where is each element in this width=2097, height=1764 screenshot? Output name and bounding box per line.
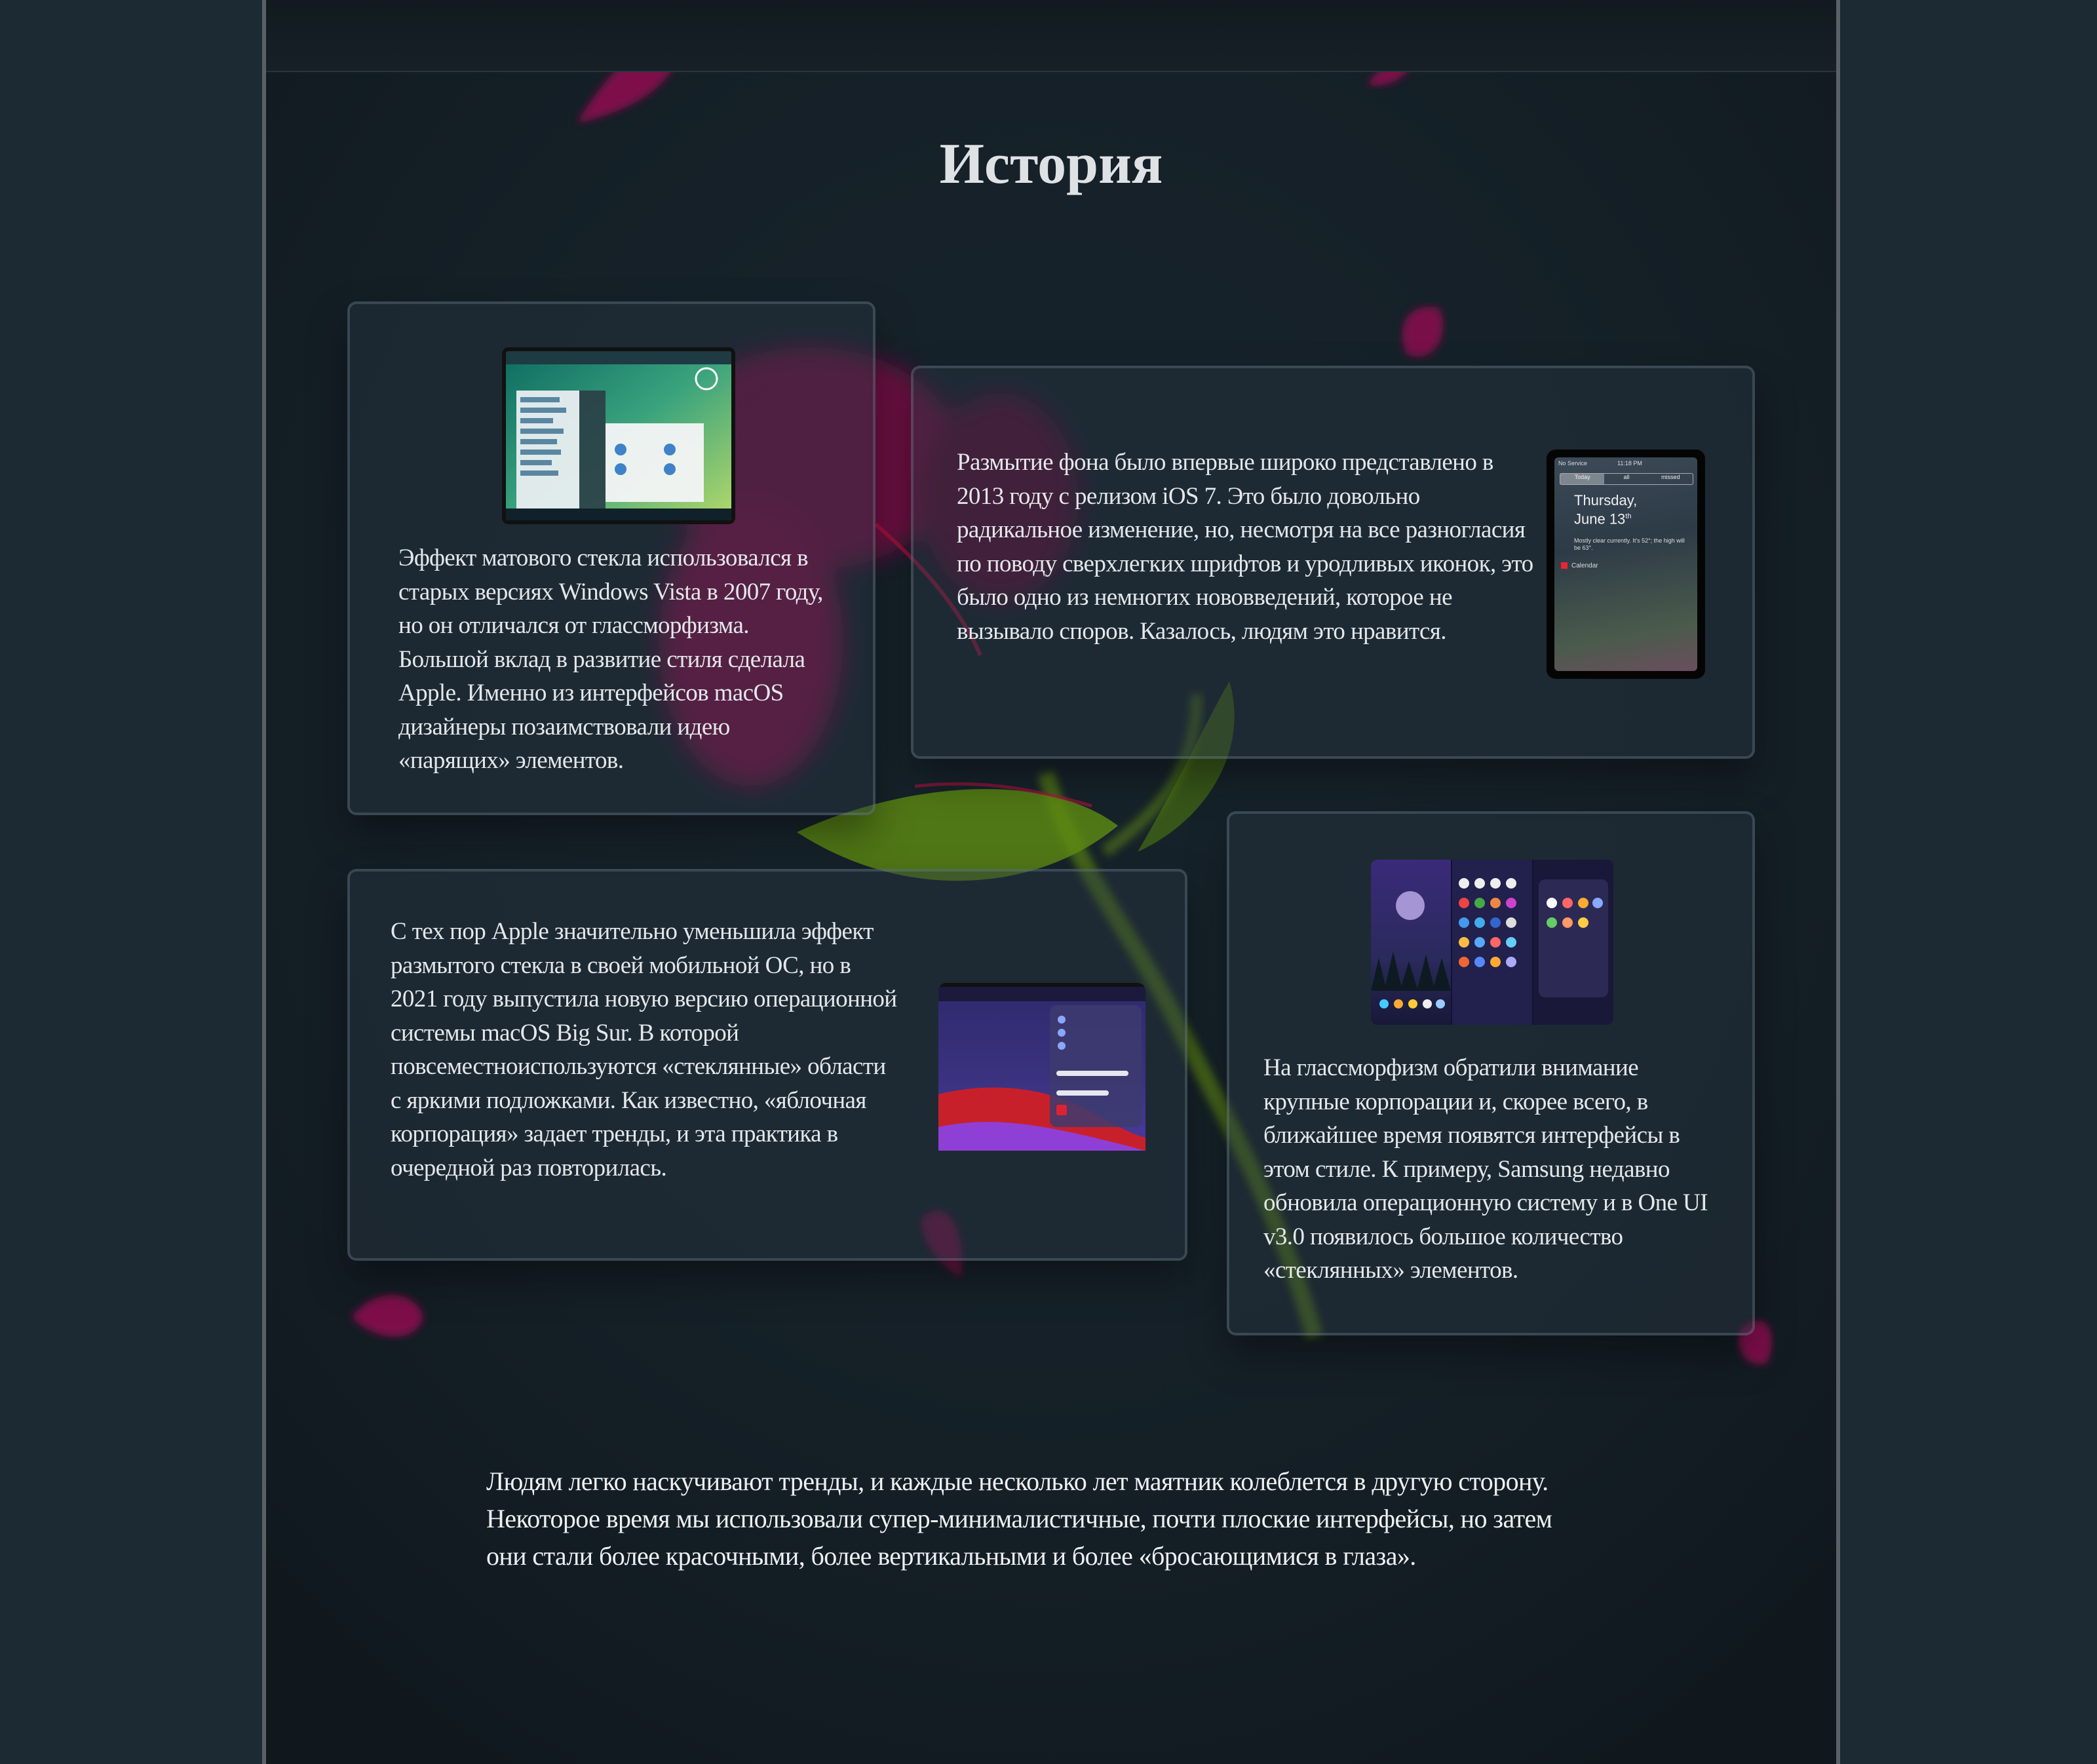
calendar-icon [1561,562,1568,569]
phone-tab-today: Today [1560,474,1604,484]
card-text: С тех пор Apple значительно уменьшила эффект размытого стекла в своей мобильной ОС, но в 2021 году выпустила новую версию операционной системы macOS Big Sur. В которой повсеместноиспользуются «стеклянные» области с яркими подложками. Как известно, «яблочная корпорация» задает тренды, и эта практика в очередной раз повторилась. [391,918,897,1181]
windows-vista-screenshot [502,347,735,524]
history-card-samsung-one-ui [1227,811,1755,1335]
phone-date: June 13 [1574,510,1626,527]
history-card-windows-vista [347,301,875,815]
samsung-one-ui-screens [1371,860,1613,1025]
card-text: На глассморфизм обратили внимание крупные корпорации и, скорее всего, в ближайшее время появятся интерфейсы в этом стиле. К примеру, Samsung недавно обновила операционную систему и в One UI v3.0 появилось большое количество «стеклянных» элементов. [1263,1054,1708,1284]
phone-tab-all: all [1623,474,1630,480]
phone-status-carrier: No Service [1558,460,1588,467]
phone-date-suffix: th [1625,512,1632,520]
phone-weather: Mostly clear currently. It's 52°; the high will be 63°. [1574,537,1685,551]
top-bar [266,0,1836,72]
phone-day: Thursday, [1574,492,1638,508]
history-card-macos-big-sur [347,869,1187,1261]
macos-big-sur-control-center [938,983,1145,1151]
phone-tab-bar [1560,473,1693,485]
phone-tab-missed: missed [1661,474,1680,480]
phone-calendar-label: Calendar [1571,562,1598,569]
phone-status-time: 11:18 PM [1617,460,1642,467]
section-title: История [939,132,1163,196]
page-container [262,0,1840,1764]
card-text: Эффект матового стекла использовался в старых версиях Windows Vista в 2007 году, но он отличался от глассморфизма. Большой вклад в развитие стиля сделала Apple. Именно из интерфейсов macOS дизайнеры позаимствовали идею «парящих» элементов. [398,545,823,774]
closing-quote: Людям легко наскучивают тренды, и каждые несколько лет маятник колеблется в другую сторону. Некоторое время мы использовали супер-минималистичные, почти плоские интерфейсы, но затем они стали более красочными, более вертикальными и более «бросающимися в глаза». [486,1467,1552,1571]
ios7-lockscreen [1547,450,1705,679]
history-card-ios7 [911,366,1755,759]
card-text: Размытие фона было впервые широко представлено в 2013 году с релизом iOS 7. Это было довольно радикальное изменение, но, несмотря на все разногласия по поводу сверхлегких шрифтов и уродливых иконок, это было одно из немногих нововведений, которое не вызывало споров. Казалось, людям это нравится. [957,449,1533,645]
